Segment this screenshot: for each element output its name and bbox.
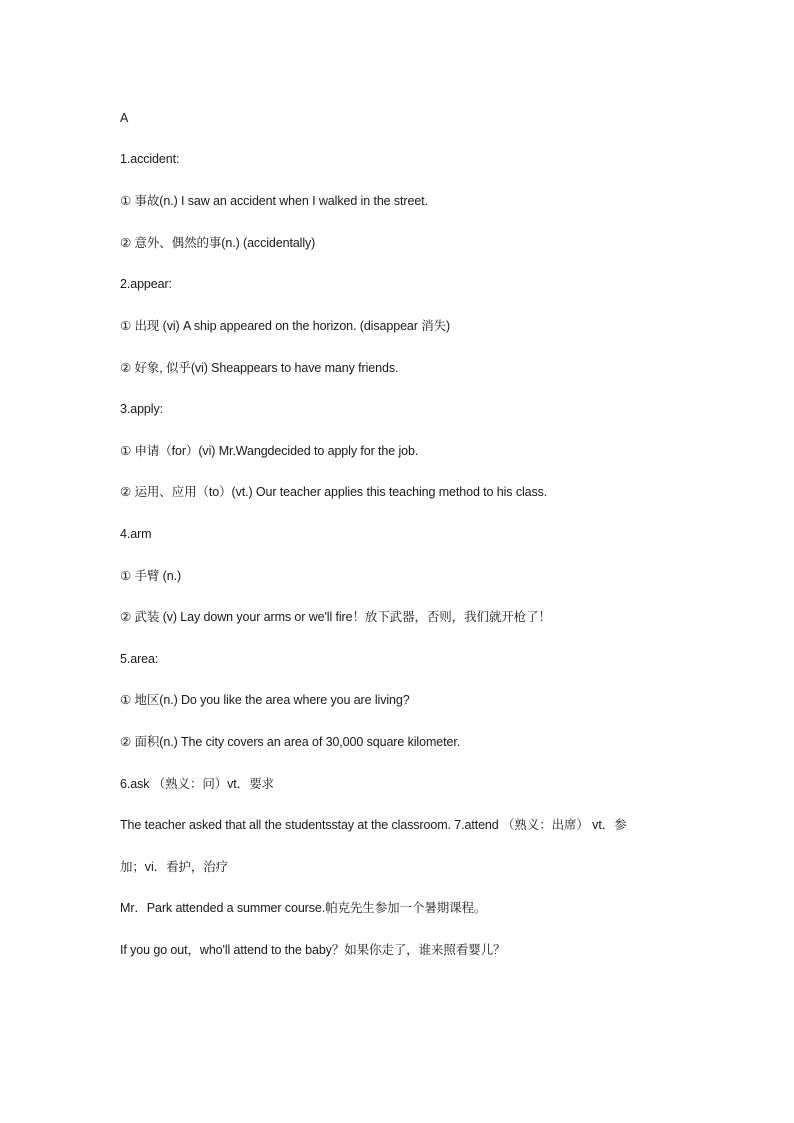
entry-sense: ① 出现 (vi) A ship appeared on the horizon. (disappear 消失): [120, 319, 451, 333]
entry-example: 加；vi．看护，治疗: [120, 860, 229, 874]
entry-example: Mr．Park attended a summer course.帕克先生参加一个暑期课程。: [120, 901, 487, 915]
entry-sense: ① 申请（for）(vi) Mr.Wangdecided to apply for the job.: [120, 444, 419, 458]
entry-sense: ① 手臂 (n.): [120, 569, 182, 583]
entry-heading-appear: 2.appear:: [120, 277, 172, 291]
entry-heading-ask: 6.ask （熟义：问）vt．要求: [120, 777, 274, 791]
entry-sense: ② 武装 (v) Lay down your arms or we'll fire！放下武器，否则，我们就开枪了！: [120, 610, 551, 624]
entry-example: The teacher asked that all the studentsstay at the classroom. 7.attend （熟义：出席） vt．参: [120, 818, 627, 832]
entry-example: If you go out，who'll attend to the baby？如果你走了，谁来照看婴儿？: [120, 943, 506, 957]
entry-heading-apply: 3.apply:: [120, 402, 163, 416]
section-heading: A: [120, 111, 129, 125]
entry-heading-area: 5.area:: [120, 652, 159, 666]
entry-sense: ② 运用、应用（to）(vt.) Our teacher applies this teaching method to his class.: [120, 485, 548, 499]
entry-sense: ① 地区(n.) Do you like the area where you are living?: [120, 693, 410, 707]
entry-sense: ② 面积(n.) The city covers an area of 30,000 square kilometer.: [120, 735, 461, 749]
entry-sense: ② 意外、偶然的事(n.) (accidentally): [120, 236, 316, 250]
entry-heading-accident: 1.accident:: [120, 152, 180, 166]
entry-sense: ② 好象, 似乎(vi) Sheappears to have many friends.: [120, 361, 399, 375]
entry-sense: ① 事故(n.) I saw an accident when I walked in the street.: [120, 194, 428, 208]
entry-heading-arm: 4.arm: [120, 527, 152, 541]
